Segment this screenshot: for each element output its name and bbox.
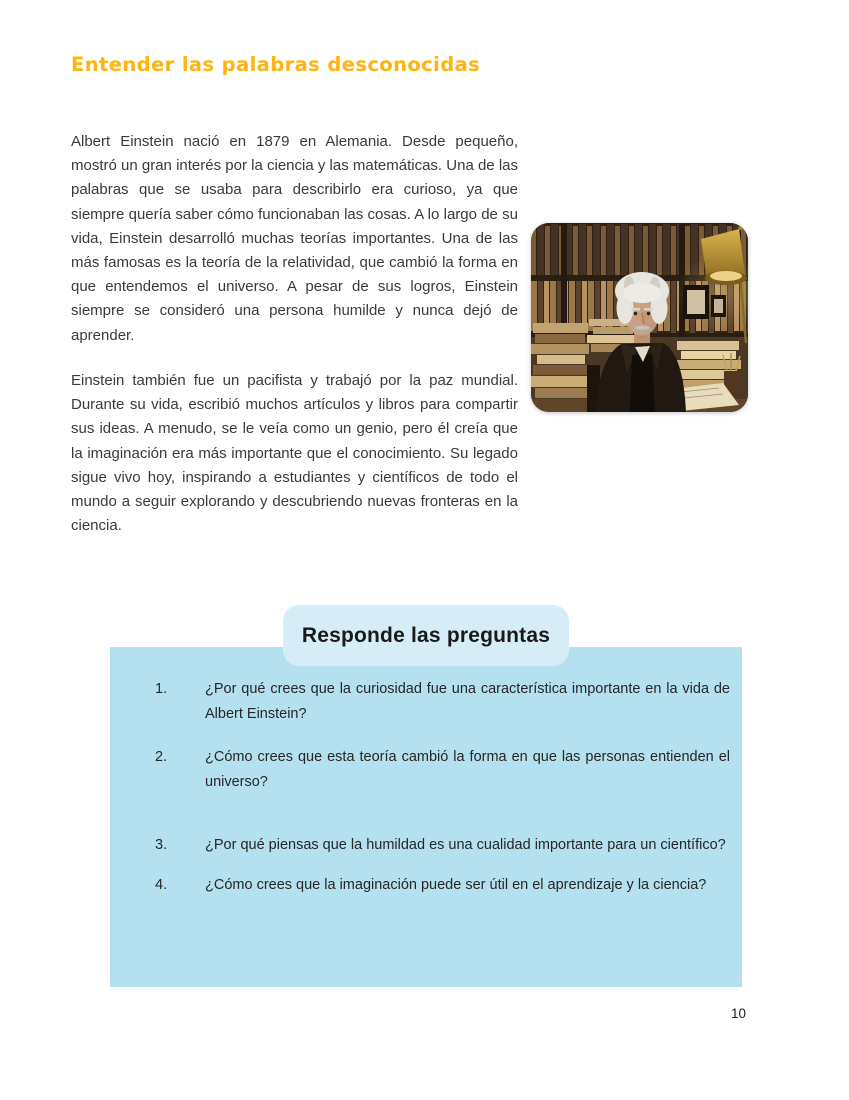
question-number: 4. bbox=[155, 877, 168, 893]
question-text: ¿Cómo crees que la imaginación puede ser útil en el aprendizaje y la ciencia? bbox=[205, 877, 707, 893]
question-item-1 bbox=[155, 677, 742, 727]
question-text: ¿Cómo crees que esta teoría cambió la forma en que las personas entienden el universo? bbox=[205, 749, 730, 790]
question-number: 3. bbox=[155, 837, 168, 853]
einstein-illustration bbox=[531, 223, 748, 412]
questions-heading-badge bbox=[283, 605, 569, 666]
questions-list bbox=[110, 647, 742, 898]
question-number: 1. bbox=[155, 681, 168, 697]
question-item-3 bbox=[155, 833, 742, 858]
question-item-4 bbox=[155, 873, 742, 898]
page-number: 10 bbox=[731, 1006, 747, 1021]
paragraph-einstein-bio: Albert Einstein nació en 1879 en Alemania. Desde pequeño, mostró un gran interés por la ciencia y las matemáticas. Una de las palabras que se usaba para describirlo era curioso, ya que siempre quería saber cómo funcionaban las cosas. A lo largo de su vida, Einstein desarrolló muchas teorías importantes. Una de las más famosas es la teoría de la relatividad, que cambió la forma en que entendemos el universo. A pesar de sus logros, Einstein siempre se consideró una persona humilde y nunca dejó de aprender. bbox=[71, 133, 518, 344]
question-item-2 bbox=[155, 745, 742, 795]
questions-box bbox=[110, 647, 742, 987]
question-text: ¿Por qué piensas que la humildad es una cualidad importante para un científico? bbox=[205, 837, 726, 853]
questions-heading: Responde las preguntas bbox=[301, 623, 551, 647]
question-text: ¿Por qué crees que la curiosidad fue una característica importante en la vida de Albert Einstein? bbox=[205, 681, 730, 722]
paragraph-einstein-legacy: Einstein también fue un pacifista y trabajó por la paz mundial. Durante su vida, escribió muchos artículos y libros para compartir sus ideas. A menudo, se le veía como un genio, pero él creía que la imaginación era más importante que el conocimiento. Su legado sigue vivo hoy, inspirando a estudiantes y científicos de todo el mundo a seguir explorando y descubriendo nuevas fronteras en la ciencia. bbox=[71, 372, 518, 535]
question-number: 2. bbox=[155, 749, 168, 765]
page-title: Entender las palabras desconocidas bbox=[71, 53, 481, 76]
einstein-photo bbox=[531, 223, 748, 412]
